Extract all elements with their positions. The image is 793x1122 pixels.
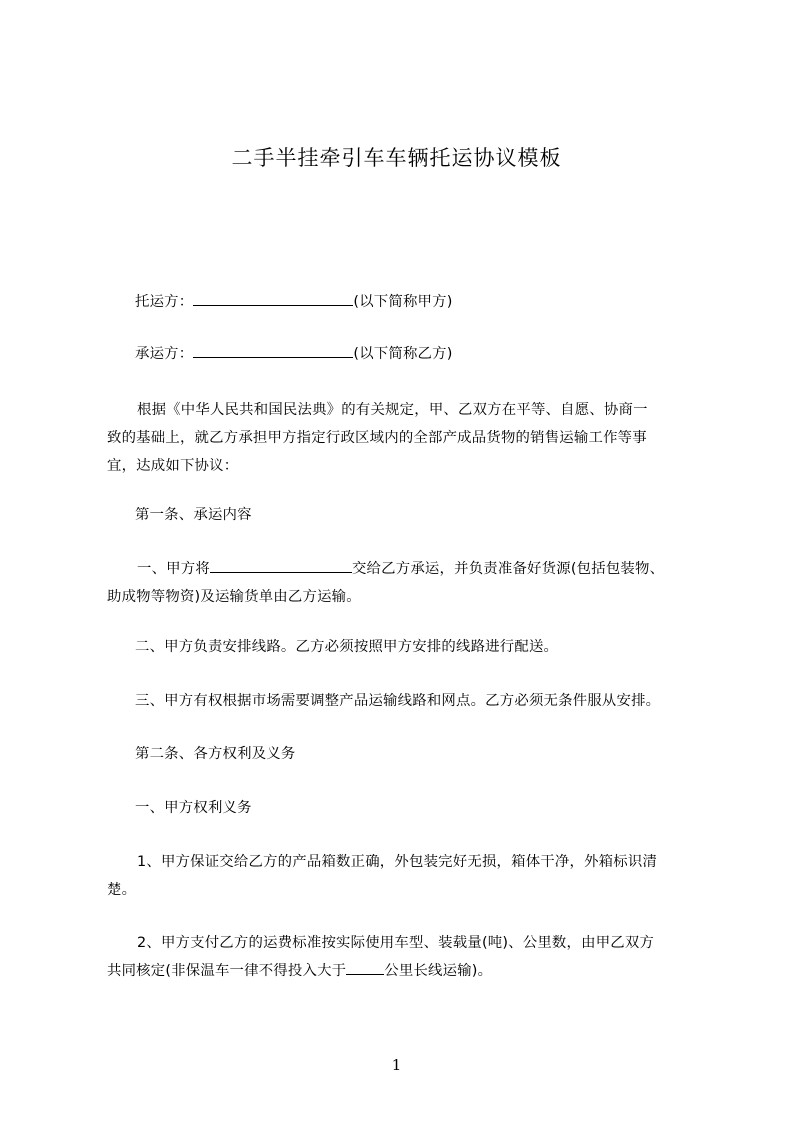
article1-item1-line1 [107,555,727,583]
article2-sub1: 一、甲方权利义务 [135,800,252,816]
article2-point1-line2: 楚。 [107,882,137,898]
article2-point1-line1: 1、甲方保证交给乙方的产品箱数正确，外包装完好无损，箱体干净，外箱标识清 [137,854,658,870]
page-number: 1 [391,1056,402,1074]
carrier-suffix: (以下简称乙方) [353,346,453,362]
article2-point2-line1: 2、甲方支付乙方的运费标准按实际使用车型、装载量(吨)、公里数，由甲乙双方 [137,935,655,951]
article1-item1-line2: 助成物等物资)及运输货单由乙方运输。 [107,589,361,605]
article1-item1 [107,555,727,611]
shipper-label: 托运方： [135,294,194,310]
article2-heading: 第二条、各方权利及义务 [135,746,296,762]
article2-point1 [107,848,727,904]
article2-point2-prefix: 共同核定(非保温车一律不得投入大于 [107,963,347,979]
intro-line-1: 根据《中华人民共和国民法典》的有关规定，甲、乙双方在平等、自愿、协商一 [137,402,648,418]
intro-line-2: 致的基础上，就乙方承担甲方指定行政区域内的全部产成品货物的销售运输工作等事 [107,430,647,446]
article1-item3: 三、甲方有权根据市场需要调整产品运输线路和网点。乙方必须无条件服从安排。 [135,693,661,709]
article2-point2 [107,929,727,985]
article1-item2: 二、甲方负责安排线路。乙方必须按照甲方安排的线路进行配送。 [135,639,559,655]
article1-item1-prefix: 一、甲方将 [137,561,210,577]
intro-paragraph [107,396,727,480]
article2-point2-line2 [107,957,727,985]
article2-point2-blank [346,960,384,975]
shipper-line [107,288,755,316]
document-title: 二手半挂牵引车车辆托运协议模板 [231,146,562,170]
article1-item1-suffix: 交给乙方承运，并负责准备好货源(包括包装物、 [351,561,665,577]
carrier-blank [193,343,353,358]
carrier-label: 承运方： [135,346,194,362]
intro-line-3: 宜，达成如下协议： [107,458,239,474]
article1-item1-blank [210,558,352,573]
shipper-blank [193,291,353,306]
article2-point2-suffix: 公里长线运输)。 [384,963,493,979]
shipper-suffix: (以下简称甲方) [353,294,453,310]
article1-heading: 第一条、承运内容 [135,507,252,523]
carrier-line [107,340,755,368]
